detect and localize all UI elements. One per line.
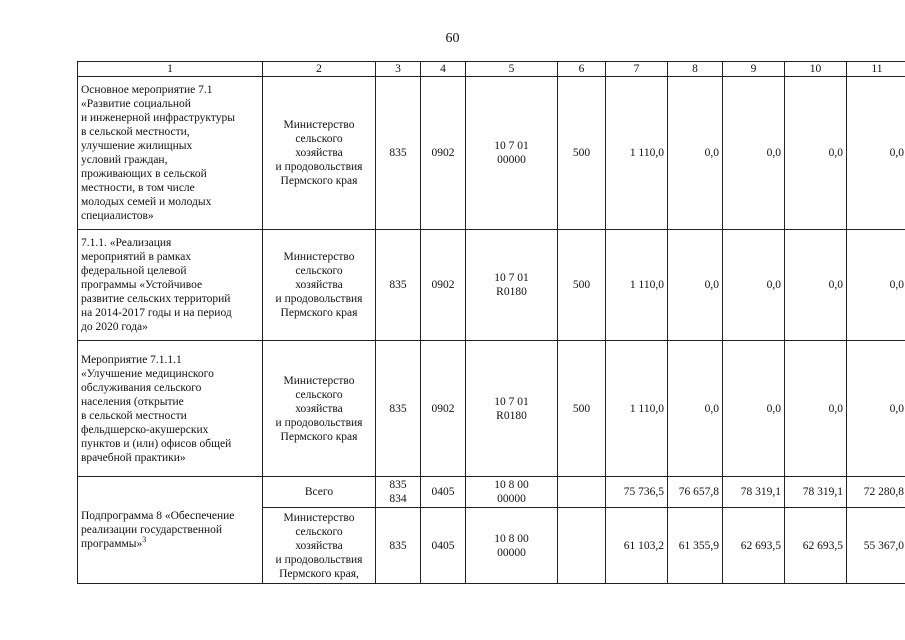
agency-name: Министерство сельского хозяйства и продовольствия Пермского края, xyxy=(263,508,376,584)
amount-col-7: 1 110,0 xyxy=(606,341,668,477)
target-article-code: 10 8 00 00000 xyxy=(466,508,558,584)
amount-col-11: 55 367,0 xyxy=(847,508,905,584)
amount-col-7: 1 110,0 xyxy=(606,77,668,230)
expense-type-code: 500 xyxy=(558,341,606,477)
column-header: 9 xyxy=(723,62,785,77)
page-number: 60 xyxy=(445,31,460,46)
amount-col-10: 0,0 xyxy=(785,341,847,477)
target-article-code: 10 7 01 R0180 xyxy=(466,341,558,477)
amount-col-8: 0,0 xyxy=(668,77,723,230)
amount-col-10: 62 693,5 xyxy=(785,508,847,584)
grbs-code: 835 xyxy=(376,230,421,341)
subprogram-total-row xyxy=(78,477,905,508)
column-header: 3 xyxy=(376,62,421,77)
column-header: 7 xyxy=(606,62,668,77)
expense-type-code: 500 xyxy=(558,77,606,230)
amount-col-11: 0,0 xyxy=(847,77,905,230)
amount-col-8: 0,0 xyxy=(668,341,723,477)
column-number-header-row xyxy=(78,62,905,77)
column-header: 10 xyxy=(785,62,847,77)
section-code: 0405 xyxy=(421,477,466,508)
agency-name: Министерство сельского хозяйства и продовольствия Пермского края xyxy=(263,230,376,341)
subprogram-name: Подпрограмма 8 «Обеспечение реализации государственной программы» xyxy=(81,510,235,550)
budget-table xyxy=(77,61,905,584)
subprogram-name-cell xyxy=(78,477,263,584)
activity-name: Мероприятие 7.1.1.1 «Улучшение медицинского обслуживания сельского населения (открытие в сельской местности фельдшерско-акушерских пунктов и (или) офисов общей врачебной практики» xyxy=(78,341,263,477)
column-header: 1 xyxy=(78,62,263,77)
section-code: 0902 xyxy=(421,341,466,477)
activity-name: Основное мероприятие 7.1 «Развитие социальной и инженерной инфраструктуры в сельской местности, улучшение жилищных условий граждан, проживающих в сельской местности, в том числе молодых семей и молодых специалистов» xyxy=(78,77,263,230)
amount-col-7: 75 736,5 xyxy=(606,477,668,508)
amount-col-11: 0,0 xyxy=(847,341,905,477)
amount-col-10: 0,0 xyxy=(785,230,847,341)
agency-name: Министерство сельского хозяйства и продовольствия Пермского края xyxy=(263,77,376,230)
expense-type-code xyxy=(558,508,606,584)
amount-col-10: 0,0 xyxy=(785,77,847,230)
amount-col-9: 0,0 xyxy=(723,230,785,341)
column-header: 5 xyxy=(466,62,558,77)
amount-col-8: 0,0 xyxy=(668,230,723,341)
column-header: 6 xyxy=(558,62,606,77)
expense-type-code xyxy=(558,477,606,508)
amount-col-9: 78 319,1 xyxy=(723,477,785,508)
amount-col-9: 0,0 xyxy=(723,77,785,230)
grbs-code: 835 xyxy=(376,508,421,584)
table-row xyxy=(78,230,905,341)
section-code: 0405 xyxy=(421,508,466,584)
activity-name: 7.1.1. «Реализация мероприятий в рамках федеральной целевой программы «Устойчивое развитие сельских территорий на 2014-2017 годы и на период до 2020 года» xyxy=(78,230,263,341)
table-row xyxy=(78,77,905,230)
table-row xyxy=(78,341,905,477)
amount-col-11: 72 280,8 xyxy=(847,477,905,508)
amount-col-7: 61 103,2 xyxy=(606,508,668,584)
grbs-code: 835 xyxy=(376,77,421,230)
agency-name: Всего xyxy=(263,477,376,508)
amount-col-8: 61 355,9 xyxy=(668,508,723,584)
amount-col-7: 1 110,0 xyxy=(606,230,668,341)
agency-name: Министерство сельского хозяйства и продовольствия Пермского края xyxy=(263,341,376,477)
grbs-code: 835 xyxy=(376,341,421,477)
amount-col-10: 78 319,1 xyxy=(785,477,847,508)
target-article-code: 10 7 01 00000 xyxy=(466,77,558,230)
target-article-code: 10 8 00 00000 xyxy=(466,477,558,508)
column-header: 8 xyxy=(668,62,723,77)
section-code: 0902 xyxy=(421,230,466,341)
column-header: 4 xyxy=(421,62,466,77)
amount-col-11: 0,0 xyxy=(847,230,905,341)
column-header: 11 xyxy=(847,62,905,77)
amount-col-8: 76 657,8 xyxy=(668,477,723,508)
amount-col-9: 0,0 xyxy=(723,341,785,477)
expense-type-code: 500 xyxy=(558,230,606,341)
amount-col-9: 62 693,5 xyxy=(723,508,785,584)
footnote-marker: 3 xyxy=(142,535,147,545)
target-article-code: 10 7 01 R0180 xyxy=(466,230,558,341)
section-code: 0902 xyxy=(421,77,466,230)
column-header: 2 xyxy=(263,62,376,77)
grbs-code: 835 834 xyxy=(376,477,421,508)
